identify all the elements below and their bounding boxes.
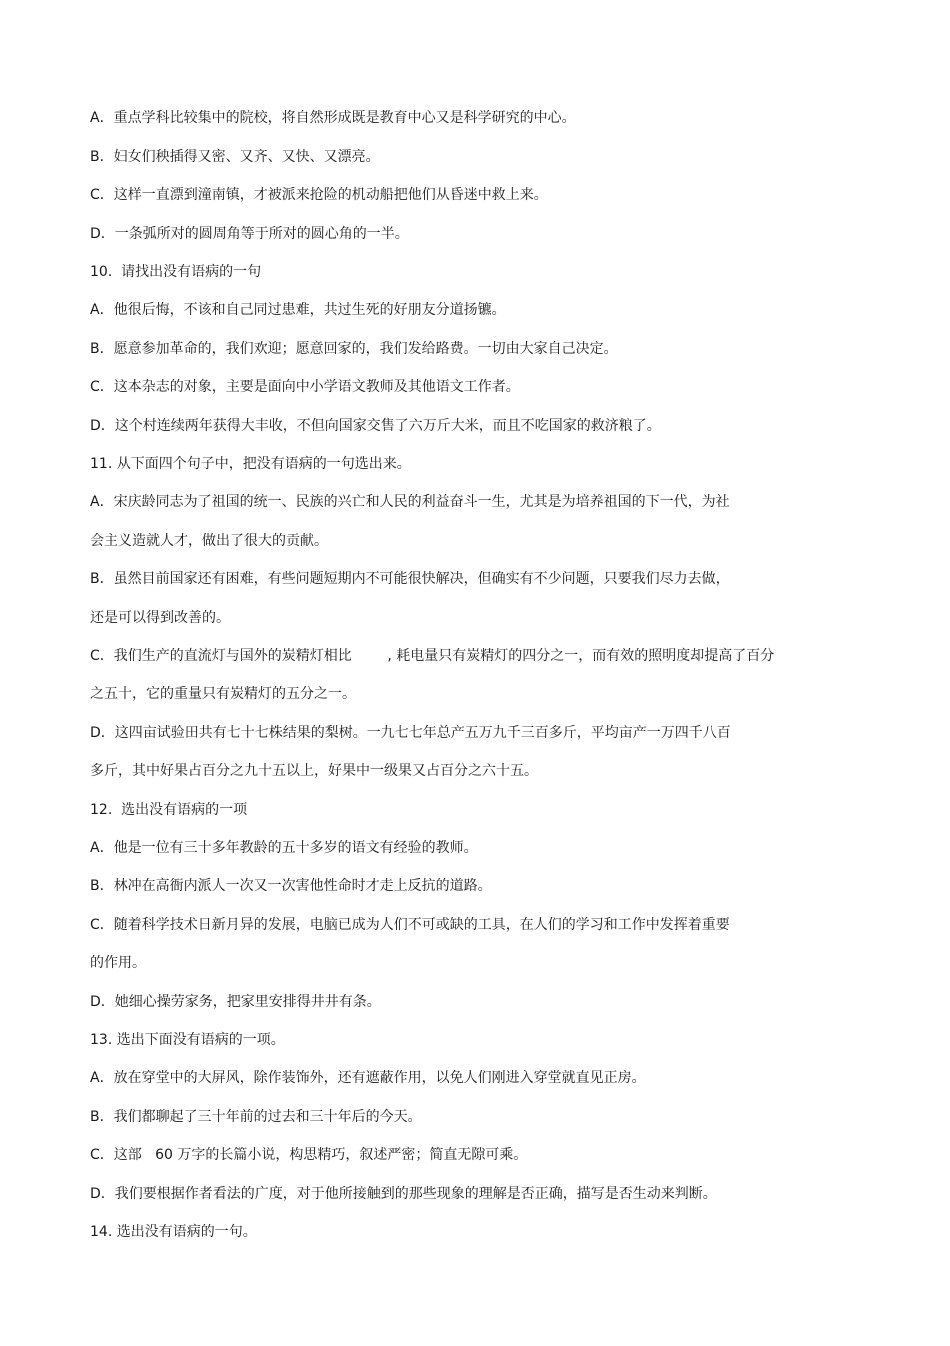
text-line: A．重点学科比较集中的院校，将自然形成既是教育中心又是科学研究的中心。 <box>90 110 576 126</box>
text-line: A．放在穿堂中的大屏风，除作装饰外，还有遮蔽作用，以免人们刚进入穿堂就直见正房。 <box>90 1070 646 1086</box>
question-heading: 13. 选出下面没有语病的一项。 <box>90 1032 285 1048</box>
text-line: C．我们生产的直流灯与国外的炭精灯相比 , 耗电量只有炭精灯的四分之一，而有效的照明度却提高了百分 <box>90 648 775 664</box>
text-line: B．妇女们秧插得又密、又齐、又快、又漂亮。 <box>90 149 380 165</box>
text-line: 之五十，它的重量只有炭精灯的五分之一。 <box>90 686 356 702</box>
question-heading: 12. 选出没有语病的一项 <box>90 802 248 818</box>
text-line: C．这样一直漂到潼南镇，才被派来抢险的机动船把他们从昏迷中救上来。 <box>90 187 548 203</box>
text-line: D．这个村连续两年获得大丰收，不但向国家交售了六万斤大米，而且不吃国家的救济粮了。 <box>90 418 661 434</box>
text-line: D．一条弧所对的圆周角等于所对的圆心角的一半。 <box>90 226 409 242</box>
question-heading: 11. 从下面四个句子中，把没有语病的一句选出来。 <box>90 456 411 472</box>
text-line: B．我们都聊起了三十年前的过去和三十年后的今天。 <box>90 1109 422 1125</box>
text-line: B．愿意参加革命的，我们欢迎；愿意回家的，我们发给路费。一切由大家自己决定。 <box>90 341 618 357</box>
question-heading: 14. 选出没有语病的一句。 <box>90 1224 257 1240</box>
text-line: A．他是一位有三十多年教龄的五十多岁的语文有经验的教师。 <box>90 840 478 856</box>
question-heading: 10. 请找出没有语病的一句 <box>90 264 262 280</box>
text-line: 多斤，其中好果占百分之九十五以上，好果中一级果又占百分之六十五。 <box>90 763 538 779</box>
text-line: A．他很后悔，不该和自己同过患难，共过生死的好朋友分道扬镳。 <box>90 302 506 318</box>
text-line: 的作用。 <box>90 955 146 971</box>
text-line: C．随着科学技术日新月异的发展，电脑已成为人们不可或缺的工具，在人们的学习和工作中发挥着重要 <box>90 917 730 933</box>
text-line: A．宋庆龄同志为了祖国的统一、民族的兴亡和人民的利益奋斗一生，尤其是为培养祖国的下一代，为社 <box>90 494 730 510</box>
text-line: D．这四亩试验田共有七十七株结果的梨树。一九七七年总产五万九千三百多斤，平均亩产一万四千八百 <box>90 725 731 741</box>
text-line: B．虽然目前国家还有困难，有些问题短期内不可能很快解决，但确实有不少问题，只要我们尽力去做， <box>90 571 730 587</box>
text-line: C．这部 60 万字的长篇小说，构思精巧，叙述严密；简直无隙可乘。 <box>90 1147 528 1163</box>
text-line: D．她细心操劳家务，把家里安排得井井有条。 <box>90 994 381 1010</box>
text-line: B．林冲在高衙内派人一次又一次害他性命时才走上反抗的道路。 <box>90 878 492 894</box>
text-line: 还是可以得到改善的。 <box>90 610 230 626</box>
text-line: C．这本杂志的对象，主要是面向中小学语文教师及其他语文工作者。 <box>90 379 520 395</box>
text-line: D．我们要根据作者看法的广度，对于他所接触到的那些现象的理解是否正确，描写是否生动来判断。 <box>90 1186 717 1202</box>
text-line: 会主义造就人才，做出了很大的贡献。 <box>90 533 328 549</box>
